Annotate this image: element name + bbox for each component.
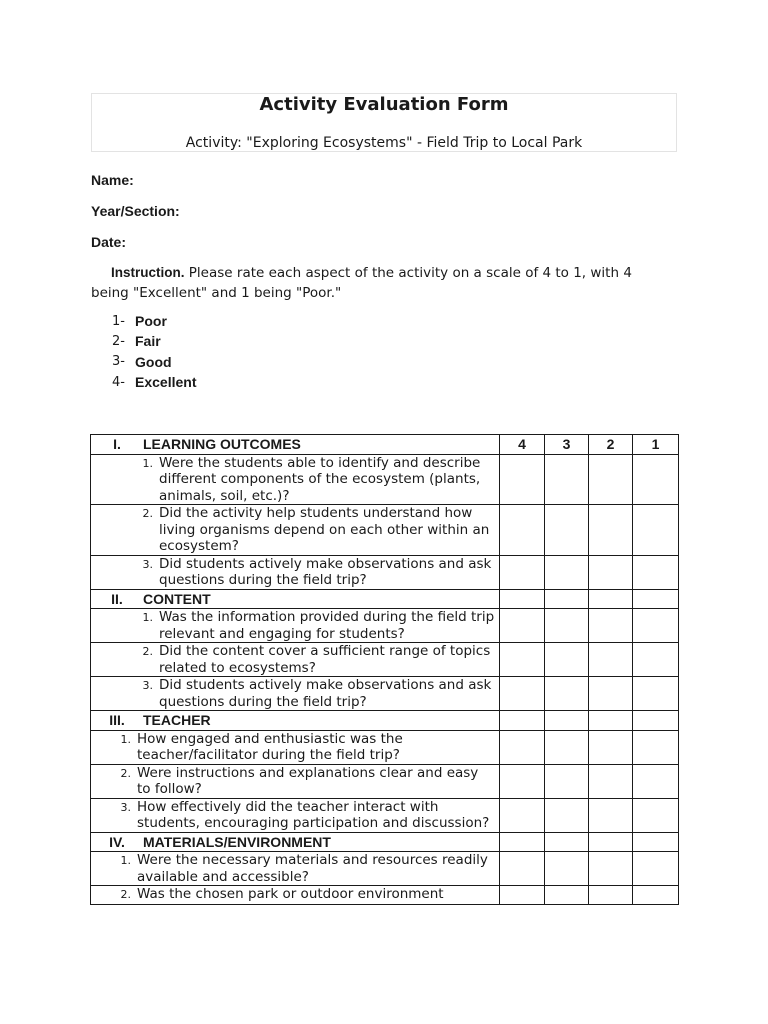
rating-cell[interactable] (545, 454, 589, 505)
rating-cell[interactable] (589, 454, 633, 505)
question-number: 3. (120, 800, 131, 814)
question-number: 1. (142, 456, 153, 470)
scale-number: 3- (112, 354, 125, 370)
question-number: 1. (142, 611, 153, 624)
rating-header-2: 2 (589, 435, 633, 455)
rating-cell (589, 711, 633, 731)
rating-cell[interactable] (589, 643, 633, 677)
question-text: Did students actively make observations and ask questions during the field trip? (159, 677, 492, 710)
rating-cell (500, 589, 545, 609)
question-text: Were instructions and explanations clear and easy to follow? (137, 764, 479, 797)
question-cell (91, 555, 500, 589)
scale-item-excellent (112, 372, 196, 392)
rating-cell[interactable] (633, 764, 679, 798)
question-row (91, 730, 679, 764)
rating-cell[interactable] (633, 609, 679, 643)
question-cell (91, 454, 500, 505)
rating-header-1: 1 (633, 435, 679, 455)
section-number: II. (111, 590, 123, 607)
instruction-lead: Instruction. (111, 265, 185, 280)
question-cell (91, 643, 500, 677)
section-heading (91, 711, 500, 731)
section-heading (91, 435, 500, 455)
question-cell (91, 505, 500, 556)
question-text: Did the content cover a sufficient range of topics related to ecosystems? (159, 643, 491, 676)
question-text: How effectively did the teacher interact with students, encouraging participation and discussion? (137, 798, 490, 831)
question-row (91, 505, 679, 556)
rating-cell[interactable] (633, 505, 679, 556)
rating-cell[interactable] (500, 643, 545, 677)
section-heading (91, 832, 500, 852)
question-cell (91, 609, 500, 643)
question-cell (91, 852, 500, 886)
question-number: 1. (120, 732, 131, 746)
rating-cell[interactable] (589, 730, 633, 764)
instruction-text: Please rate each aspect of the activity on a scale of 4 to 1, with 4 being "Excellent" and 1 being "Poor." (91, 265, 632, 301)
question-number: 2. (120, 888, 131, 901)
section-title: MATERIALS/ENVIRONMENT (143, 833, 331, 850)
rating-cell[interactable] (500, 505, 545, 556)
question-row (91, 454, 679, 505)
year-section-field-label: Year/Section: (91, 203, 180, 219)
question-number: 2. (142, 645, 153, 658)
question-row (91, 609, 679, 643)
rating-cell[interactable] (500, 730, 545, 764)
scale-item-poor (112, 311, 196, 331)
rating-cell[interactable] (589, 764, 633, 798)
rating-cell[interactable] (545, 609, 589, 643)
question-number: 2. (142, 507, 153, 520)
question-text: Did the activity help students understand how living organisms depend on each other within an ecosystem? (159, 505, 490, 554)
rating-header-3: 3 (545, 435, 589, 455)
question-row (91, 677, 679, 711)
rating-cell[interactable] (500, 454, 545, 505)
section-title: CONTENT (143, 590, 211, 607)
scale-number: 2- (112, 333, 125, 349)
question-text: How engaged and enthusiastic was the teacher/facilitator during the field trip? (137, 730, 403, 763)
question-text: Was the chosen park or outdoor environment (137, 886, 444, 902)
scale-label: Excellent (135, 374, 197, 391)
rating-cell[interactable] (500, 609, 545, 643)
rating-cell[interactable] (545, 886, 589, 905)
rating-cell[interactable] (589, 886, 633, 905)
rating-cell (545, 832, 589, 852)
rating-cell (545, 711, 589, 731)
rating-cell[interactable] (633, 454, 679, 505)
section-heading (91, 589, 500, 609)
scale-item-good (112, 352, 196, 372)
rating-cell (633, 589, 679, 609)
rating-cell[interactable] (633, 555, 679, 589)
question-row (91, 643, 679, 677)
scale-number: 1- (112, 313, 125, 329)
rating-header-4: 4 (500, 435, 545, 455)
section-number: III. (109, 712, 125, 728)
question-text: Was the information provided during the field trip relevant and engaging for students? (159, 609, 495, 642)
question-cell (91, 798, 500, 832)
question-row (91, 852, 679, 886)
question-number: 2. (120, 766, 131, 780)
rating-cell[interactable] (589, 555, 633, 589)
question-row (91, 764, 679, 798)
date-field-label: Date: (91, 234, 127, 250)
rating-scale-list (112, 311, 196, 392)
section-number: IV. (109, 833, 125, 850)
rating-cell[interactable] (633, 798, 679, 832)
rating-cell[interactable] (633, 852, 679, 886)
section-row-teacher (91, 711, 679, 731)
section-row-content (91, 589, 679, 609)
evaluation-table (90, 434, 679, 905)
section-title: TEACHER (143, 712, 211, 728)
instruction-paragraph (91, 263, 651, 303)
rating-cell[interactable] (633, 730, 679, 764)
rating-cell[interactable] (589, 798, 633, 832)
section-row-materials-environment (91, 832, 679, 852)
question-number: 3. (142, 557, 153, 571)
rating-cell[interactable] (633, 886, 679, 905)
question-text: Did students actively make observations and ask questions during the field trip? (159, 555, 492, 588)
section-number: I. (113, 436, 121, 452)
rating-cell (500, 832, 545, 852)
rating-cell[interactable] (633, 677, 679, 711)
scale-label: Good (135, 353, 172, 370)
activity-subtitle: Activity: "Exploring Ecosystems" - Field Trip to Local Park (185, 135, 583, 151)
question-number: 1. (120, 854, 131, 867)
rating-cell[interactable] (500, 886, 545, 905)
question-number: 3. (142, 679, 153, 692)
rating-cell[interactable] (545, 555, 589, 589)
question-cell (91, 764, 500, 798)
question-row (91, 555, 679, 589)
rating-cell[interactable] (500, 764, 545, 798)
rating-cell[interactable] (500, 677, 545, 711)
rating-cell[interactable] (545, 852, 589, 886)
rating-cell[interactable] (500, 852, 545, 886)
rating-cell (589, 589, 633, 609)
rating-cell[interactable] (633, 643, 679, 677)
rating-cell (500, 711, 545, 731)
scale-label: Poor (135, 313, 167, 330)
scale-label: Fair (135, 333, 161, 350)
rating-cell[interactable] (545, 505, 589, 556)
rating-cell[interactable] (589, 677, 633, 711)
form-title: Activity Evaluation Form (259, 94, 509, 115)
rating-cell[interactable] (545, 643, 589, 677)
section-title: LEARNING OUTCOMES (143, 436, 301, 452)
section-row-learning-outcomes (91, 435, 679, 455)
question-text: Were the necessary materials and resources readily available and accessible? (137, 852, 488, 885)
scale-item-fair (112, 331, 196, 351)
rating-cell[interactable] (500, 798, 545, 832)
question-text: Were the students able to identify and describe different components of the ecosystem (plants, animals, soil, etc.)? (159, 454, 481, 504)
name-field-label: Name: (91, 172, 134, 188)
question-cell (91, 886, 500, 905)
question-cell (91, 677, 500, 711)
rating-cell[interactable] (589, 505, 633, 556)
rating-cell (633, 832, 679, 852)
question-cell (91, 730, 500, 764)
form-header (91, 93, 677, 152)
rating-cell[interactable] (500, 555, 545, 589)
rating-cell (633, 711, 679, 731)
rating-cell[interactable] (545, 677, 589, 711)
rating-cell (589, 832, 633, 852)
rating-cell[interactable] (545, 798, 589, 832)
rating-cell[interactable] (589, 852, 633, 886)
scale-number: 4- (112, 374, 125, 390)
rating-cell[interactable] (589, 609, 633, 643)
rating-cell[interactable] (545, 730, 589, 764)
question-row (91, 886, 679, 905)
rating-cell (545, 589, 589, 609)
question-row (91, 798, 679, 832)
rating-cell[interactable] (545, 764, 589, 798)
